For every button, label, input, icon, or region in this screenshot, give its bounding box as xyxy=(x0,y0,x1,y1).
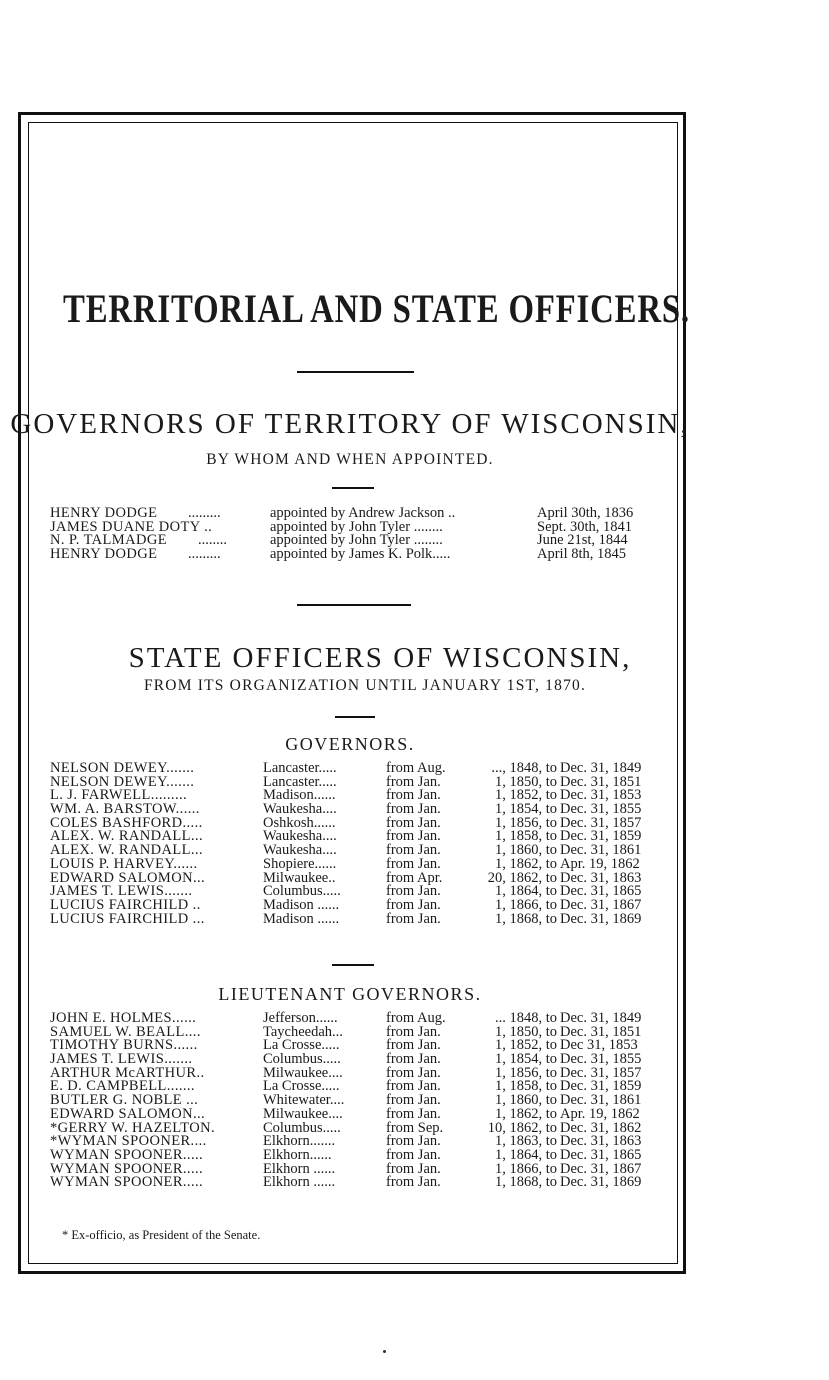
appointment-date: April 8th, 1845 xyxy=(537,546,627,563)
term-start: 1, 1864, to xyxy=(494,1146,557,1163)
appointment-date: April 30th, 1836 xyxy=(537,505,634,521)
residence: Lancaster..... xyxy=(263,760,337,776)
appointed-by: appointed by John Tyler ........ xyxy=(270,518,443,535)
residence: Whitewater.... xyxy=(263,1092,345,1109)
territory-governors-list xyxy=(50,507,690,562)
divider-rule xyxy=(297,371,414,373)
officer-name: EDWARD SALOMON... xyxy=(50,869,206,886)
officer-name: WYMAN SPOONER..... xyxy=(50,1174,204,1191)
term-end: Dec. 31, 1862 xyxy=(560,1119,642,1136)
term-from: from Jan. xyxy=(386,855,441,872)
term-from: from Jan. xyxy=(386,896,441,913)
term-end: Dec. 31, 1869 xyxy=(560,1174,642,1191)
term-start: 1, 1856, to xyxy=(494,814,557,831)
appointed-by: appointed by James K. Polk..... xyxy=(270,546,451,563)
term-start: 1, 1864, to xyxy=(494,883,557,900)
residence: Columbus..... xyxy=(263,1051,341,1068)
term-start: 1, 1866, to xyxy=(494,1160,557,1177)
term-end: Dec. 31, 1861 xyxy=(560,842,642,859)
officer-name: ARTHUR McARTHUR.. xyxy=(50,1064,205,1081)
term-start: 1, 1860, to xyxy=(494,1092,557,1109)
term-from: from Aug. xyxy=(386,1010,446,1026)
footnote: * Ex-officio, as President of the Senate. xyxy=(62,1228,261,1242)
officer-name: EDWARD SALOMON... xyxy=(50,1105,206,1122)
officer-name: COLES BASHFORD..... xyxy=(50,814,203,831)
term-start: 1, 1868, to xyxy=(494,910,557,927)
term-end: Dec. 31, 1851 xyxy=(560,1023,642,1040)
appointment-date: Sept. 30th, 1841 xyxy=(537,518,633,535)
term-end: Dec. 31, 1857 xyxy=(560,1064,642,1081)
residence: La Crosse..... xyxy=(263,1078,340,1095)
residence: Taycheedah... xyxy=(263,1023,343,1040)
term-start: 20, 1862, to xyxy=(487,869,557,886)
leader-dots: ......... xyxy=(188,505,221,521)
residence: Milwaukee.... xyxy=(263,1105,343,1122)
state-subheading: FROM ITS ORGANIZATION UNTIL JANUARY 1ST, 1870. xyxy=(143,677,587,694)
term-from: from Jan. xyxy=(386,814,441,831)
term-from: from Jan. xyxy=(386,1092,441,1109)
officer-name: NELSON DEWEY....... xyxy=(50,773,195,790)
term-end: Dec. 31, 1853 xyxy=(560,787,642,804)
term-start: 1, 1862, to xyxy=(494,1105,557,1122)
officer-name: WYMAN SPOONER..... xyxy=(50,1146,204,1163)
term-end: Dec. 31, 1863 xyxy=(560,1133,642,1150)
term-from: from Jan. xyxy=(386,787,441,804)
term-end: Dec. 31, 1849 xyxy=(560,760,642,776)
residence: Elkhorn...... xyxy=(263,1146,332,1163)
divider-rule xyxy=(332,964,374,966)
term-end: Dec. 31, 1855 xyxy=(560,801,642,818)
divider-rule xyxy=(335,716,375,718)
table-row xyxy=(50,910,690,927)
officer-name: TIMOTHY BURNS...... xyxy=(50,1037,198,1054)
term-start: 1, 1852, to xyxy=(494,1037,557,1054)
print-speck xyxy=(383,1350,386,1353)
leader-dots: ........ xyxy=(198,532,227,549)
territory-subheading: BY WHOM AND WHEN APPOINTED. xyxy=(206,451,494,468)
term-from: from Jan. xyxy=(386,1105,441,1122)
term-end: Apr. 19, 1862 xyxy=(560,855,640,872)
term-from: from Jan. xyxy=(386,1023,441,1040)
officer-name: BUTLER G. NOBLE ... xyxy=(50,1092,199,1109)
officer-name: LUCIUS FAIRCHILD .. xyxy=(50,896,201,913)
governors-heading: GOVERNORS. xyxy=(285,734,415,754)
residence: Waukesha.... xyxy=(263,801,337,818)
governor-name: HENRY DODGE xyxy=(50,546,158,563)
term-start: 1, 1854, to xyxy=(494,1051,557,1068)
term-from: from Jan. xyxy=(386,1051,441,1068)
term-start: 1, 1850, to xyxy=(494,1023,557,1040)
appointed-by: appointed by Andrew Jackson .. xyxy=(270,505,456,521)
term-start: 10, 1862, to xyxy=(487,1119,557,1136)
residence: Shopiere...... xyxy=(263,855,337,872)
officer-name: SAMUEL W. BEALL.... xyxy=(50,1023,201,1040)
term-start: ... 1848, to xyxy=(494,1010,557,1026)
territory-heading: GOVERNORS OF TERRITORY OF WISCONSIN, xyxy=(10,408,690,440)
appointed-by: appointed by John Tyler ........ xyxy=(270,532,443,549)
leader-dots: ......... xyxy=(188,546,221,563)
term-from: from Jan. xyxy=(386,828,441,845)
officer-name: LOUIS P. HARVEY...... xyxy=(50,855,198,872)
state-heading: STATE OFFICERS OF WISCONSIN, xyxy=(128,642,632,674)
officer-name: *GERRY W. HAZELTON. xyxy=(50,1119,215,1136)
officer-name: WM. A. BARSTOW...... xyxy=(50,801,200,818)
residence: Jefferson...... xyxy=(263,1010,338,1026)
term-end: Dec. 31, 1851 xyxy=(560,773,642,790)
term-from: from Jan. xyxy=(386,1064,441,1081)
term-end: Dec. 31, 1867 xyxy=(560,896,642,913)
term-start: 1, 1858, to xyxy=(494,828,557,845)
officer-name: JAMES T. LEWIS....... xyxy=(50,1051,193,1068)
term-end: Dec. 31, 1855 xyxy=(560,1051,642,1068)
term-start: 1, 1850, to xyxy=(494,773,557,790)
officer-name: WYMAN SPOONER..... xyxy=(50,1160,204,1177)
term-from: from Jan. xyxy=(386,1174,441,1191)
term-start: 1, 1854, to xyxy=(494,801,557,818)
residence: Madison ...... xyxy=(263,896,340,913)
residence: Madison ...... xyxy=(263,910,340,927)
term-from: from Jan. xyxy=(386,1133,441,1150)
residence: Columbus..... xyxy=(263,883,341,900)
term-end: Dec. 31, 1849 xyxy=(560,1010,642,1026)
residence: Elkhorn ...... xyxy=(263,1160,336,1177)
term-from: from Jan. xyxy=(386,883,441,900)
divider-rule xyxy=(297,604,411,606)
term-from: from Apr. xyxy=(386,869,443,886)
residence: Waukesha.... xyxy=(263,828,337,845)
governor-name: HENRY DODGE xyxy=(50,505,158,521)
residence: Milwaukee.. xyxy=(263,869,336,886)
term-from: from Jan. xyxy=(386,910,441,927)
officer-name: L. J. FARWELL......... xyxy=(50,787,188,804)
divider-rule xyxy=(332,487,374,489)
term-end: Dec 31, 1853 xyxy=(560,1037,638,1054)
term-end: Dec. 31, 1869 xyxy=(560,910,642,927)
term-end: Apr. 19, 1862 xyxy=(560,1105,640,1122)
officer-name: ALEX. W. RANDALL... xyxy=(50,828,203,845)
residence: Waukesha.... xyxy=(263,842,337,859)
residence: Lancaster..... xyxy=(263,773,337,790)
term-start: 1, 1858, to xyxy=(494,1078,557,1095)
governor-name: N. P. TALMADGE xyxy=(50,532,167,549)
residence: Elkhorn ...... xyxy=(263,1174,336,1191)
term-start: 1, 1868, to xyxy=(494,1174,557,1191)
appointment-date: June 21st, 1844 xyxy=(537,532,628,549)
officer-name: *WYMAN SPOONER.... xyxy=(50,1133,207,1150)
officer-name: NELSON DEWEY....... xyxy=(50,760,195,776)
term-from: from Jan. xyxy=(386,801,441,818)
term-start: 1, 1863, to xyxy=(494,1133,557,1150)
governors-list xyxy=(50,762,690,926)
term-end: Dec. 31, 1859 xyxy=(560,1078,642,1095)
term-from: from Jan. xyxy=(386,773,441,790)
residence: Elkhorn....... xyxy=(263,1133,336,1150)
term-start: 1, 1852, to xyxy=(494,787,557,804)
term-end: Dec. 31, 1867 xyxy=(560,1160,642,1177)
residence: Milwaukee.... xyxy=(263,1064,343,1081)
term-end: Dec. 31, 1857 xyxy=(560,814,642,831)
governor-name: JAMES DUANE DOTY .. xyxy=(50,518,213,535)
term-from: from Aug. xyxy=(386,760,446,776)
term-from: from Jan. xyxy=(386,1037,441,1054)
term-start: 1, 1860, to xyxy=(494,842,557,859)
lieutenant-governors-list xyxy=(50,1012,690,1190)
list-item xyxy=(50,548,690,562)
term-start: ..., 1848, to xyxy=(491,760,557,776)
officer-name: ALEX. W. RANDALL... xyxy=(50,842,203,859)
table-row xyxy=(50,1176,690,1190)
term-end: Dec. 31, 1865 xyxy=(560,883,642,900)
term-end: Dec. 31, 1861 xyxy=(560,1092,642,1109)
term-from: from Jan. xyxy=(386,1078,441,1095)
term-start: 1, 1862, to xyxy=(494,855,557,872)
residence: Madison...... xyxy=(263,787,336,804)
residence: La Crosse..... xyxy=(263,1037,340,1054)
term-end: Dec. 31, 1859 xyxy=(560,828,642,845)
officer-name: JOHN E. HOLMES...... xyxy=(50,1010,197,1026)
term-start: 1, 1856, to xyxy=(494,1064,557,1081)
term-end: Dec. 31, 1863 xyxy=(560,869,642,886)
residence: Columbus..... xyxy=(263,1119,341,1136)
term-start: 1, 1866, to xyxy=(494,896,557,913)
lieutenant-governors-heading: LIEUTENANT GOVERNORS. xyxy=(218,984,482,1004)
term-from: from Jan. xyxy=(386,842,441,859)
officer-name: JAMES T. LEWIS....... xyxy=(50,883,193,900)
officer-name: LUCIUS FAIRCHILD ... xyxy=(50,910,205,927)
residence: Oshkosh...... xyxy=(263,814,336,831)
term-end: Dec. 31, 1865 xyxy=(560,1146,642,1163)
term-from: from Jan. xyxy=(386,1146,441,1163)
term-from: from Jan. xyxy=(386,1160,441,1177)
officer-name: E. D. CAMPBELL....... xyxy=(50,1078,195,1095)
page-title: TERRITORIAL AND STATE OFFICERS. xyxy=(63,286,690,331)
term-from: from Sep. xyxy=(386,1119,444,1136)
